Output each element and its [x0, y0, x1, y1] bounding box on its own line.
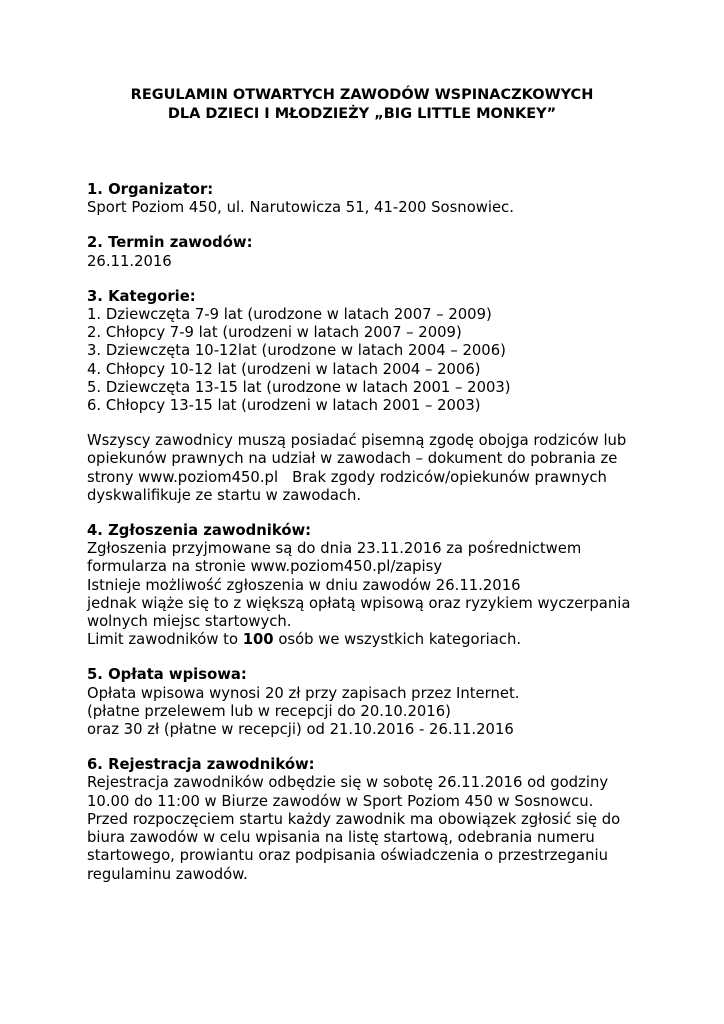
section-line: jednak wiąże się to z większą opłatą wpisową oraz ryzykiem wyczerpania — [87, 594, 631, 612]
document-title-line-1: REGULAMIN OTWARTYCH ZAWODÓW WSPINACZKOWYCH — [130, 87, 594, 103]
section-categories — [87, 288, 647, 415]
category-item: 4. Chłopcy 10-12 lat (urodzeni w latach 2004 – 2006) — [87, 360, 481, 378]
section-heading: 5. Opłata wpisowa: — [87, 666, 247, 684]
section-heading: 1. Organizator: — [87, 181, 214, 198]
category-item: 2. Chłopcy 7-9 lat (urodzeni w latach 2007 – 2009) — [87, 324, 462, 342]
section-line: Przed rozpoczęciem startu każdy zawodnik ma obowiązek zgłosić się do — [87, 810, 621, 828]
category-item: 3. Dziewczęta 10-12lat (urodzone w latach 2004 – 2006) — [87, 342, 506, 360]
consent-line: dyskwalifikuje ze startu w zawodach. — [87, 486, 362, 504]
section-heading: 2. Termin zawodów: — [87, 234, 253, 252]
consent-line: strony www.poziom450.pl Brak zgody rodziców/opiekunów prawnych — [87, 468, 607, 486]
section-line: formularza na stronie www.poziom450.pl/zapisy — [87, 558, 443, 576]
section-line: 10.00 do 11:00 w Biurze zawodów w Sport Poziom 450 w Sosnowcu. — [87, 792, 594, 810]
consent-line: Wszyscy zawodnicy muszą posiadać pisemną zgodę obojga rodziców lub — [87, 432, 627, 450]
section-line: Istnieje możliwość zgłoszenia w dniu zawodów 26.11.2016 — [87, 576, 521, 594]
section-date — [87, 234, 647, 270]
section-checkin — [87, 756, 647, 883]
section-line: oraz 30 zł (płatne w recepcji) od 21.10.2016 - 26.11.2016 — [87, 721, 514, 739]
limit-value: 100 — [242, 631, 274, 649]
section-line: Opłata wpisowa wynosi 20 zł przy zapisach przez Internet. — [87, 684, 520, 702]
section-line: Sport Poziom 450, ul. Narutowicza 51, 41-200 Sosnowiec. — [87, 199, 514, 217]
section-line: Rejestracja zawodników odbędzie się w sobotę 26.11.2016 od godziny — [87, 774, 609, 792]
category-item: 6. Chłopcy 13-15 lat (urodzeni w latach 2001 – 2003) — [87, 397, 481, 415]
section-heading: 4. Zgłoszenia zawodników: — [87, 522, 312, 540]
consent-line: opiekunów prawnych na udział w zawodach – dokument do pobrania ze — [87, 450, 618, 468]
section-line: startowego, prowiantu oraz podpisania oświadczenia o przestrzeganiu — [87, 847, 608, 865]
section-organizer — [87, 181, 647, 217]
section-line: (płatne przelewem lub w recepcji do 20.10.2016) — [87, 702, 451, 720]
category-item: 5. Dziewczęta 13-15 lat (urodzone w latach 2001 – 2003) — [87, 378, 511, 396]
section-heading: 3. Kategorie: — [87, 287, 196, 305]
section-line: regulaminu zawodów. — [87, 865, 248, 883]
limit-suffix: osób we wszystkich kategoriach. — [273, 631, 522, 649]
limit-prefix: Limit zawodników to — [87, 631, 243, 649]
section-consent — [87, 432, 647, 505]
section-line: wolnych miejsc startowych. — [87, 613, 292, 631]
document-title-line-2: DLA DZIECI I MŁODZIEŻY „BIG LITTLE MONKEY” — [167, 106, 557, 122]
section-heading: 6. Rejestracja zawodników: — [87, 756, 315, 774]
section-registration — [87, 522, 647, 649]
document-body — [87, 181, 647, 901]
section-line: 26.11.2016 — [87, 252, 172, 270]
section-fee — [87, 666, 647, 739]
participant-limit-line — [87, 631, 647, 649]
section-line: Zgłoszenia przyjmowane są do dnia 23.11.2016 za pośrednictwem — [87, 540, 582, 558]
category-item: 1. Dziewczęta 7-9 lat (urodzone w latach 2007 – 2009) — [87, 306, 492, 324]
section-line: biura zawodów w celu wpisania na listę startową, odebrania numeru — [87, 829, 595, 847]
